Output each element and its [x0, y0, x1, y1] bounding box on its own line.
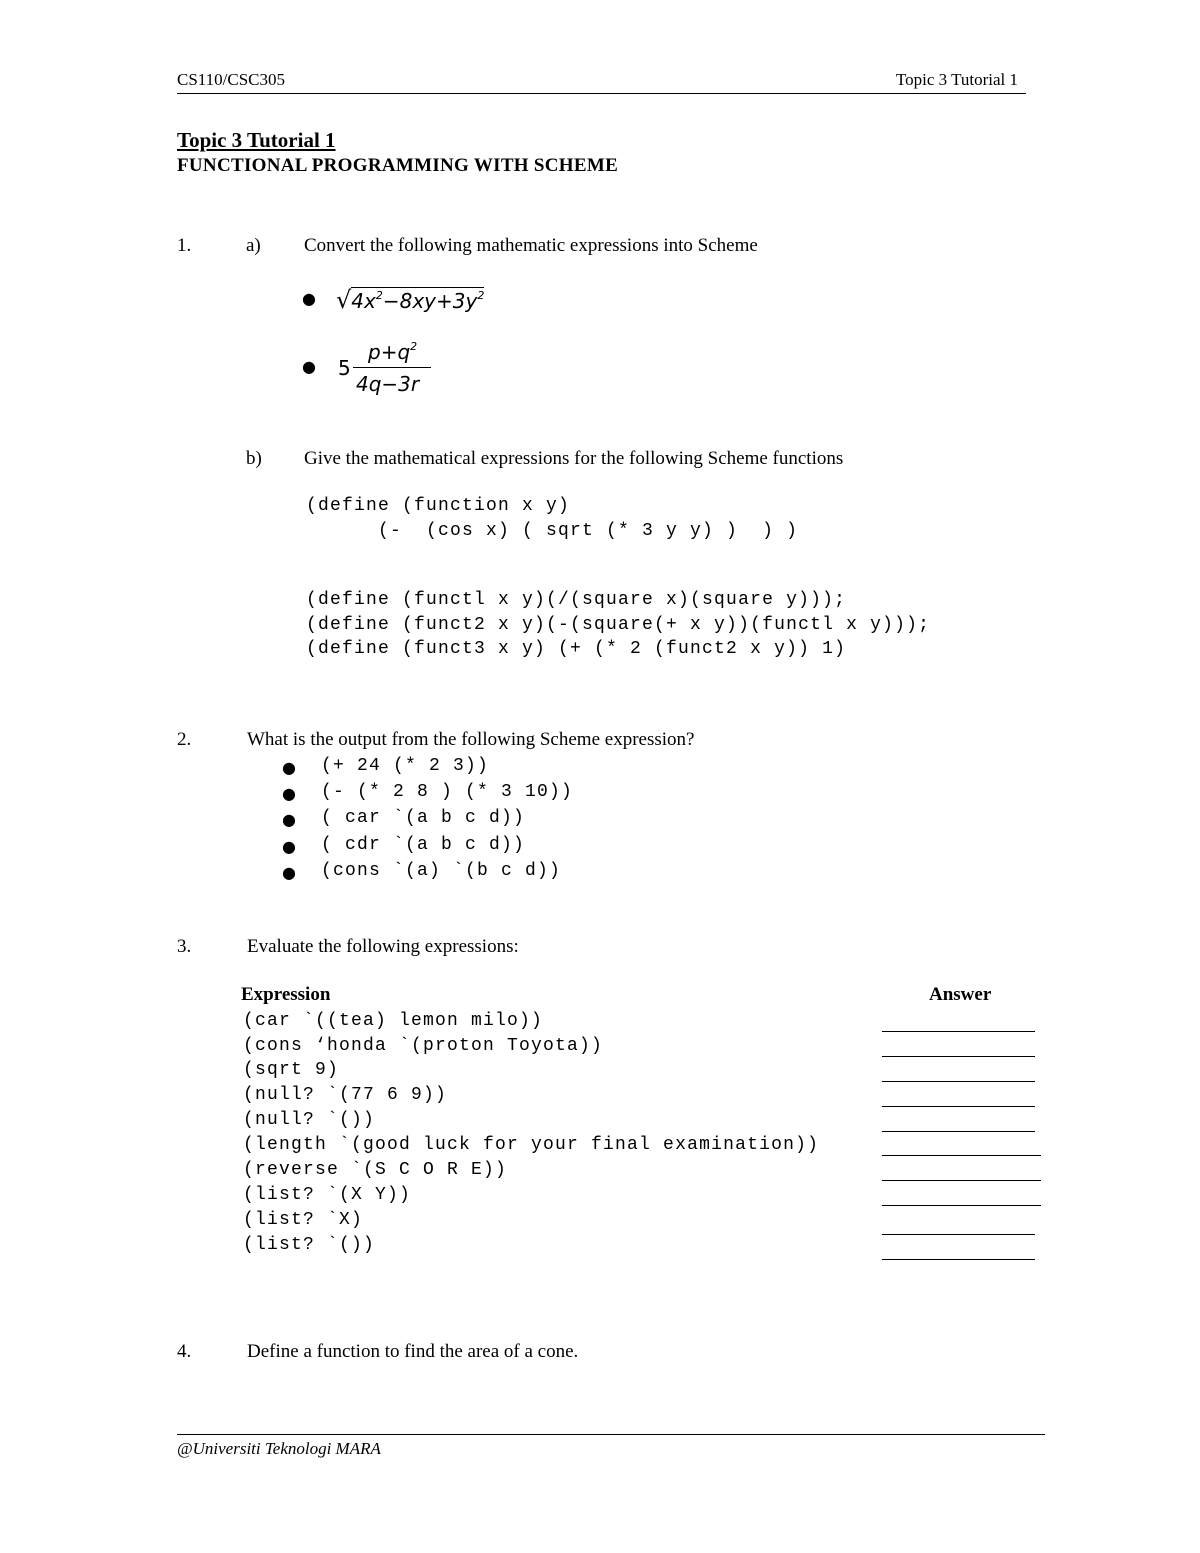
list-item: ( cdr `(a b c d))	[321, 835, 526, 855]
q4-number: 4.	[177, 1341, 192, 1362]
q2-prompt: What is the output from the following Scheme expression?	[247, 729, 695, 750]
table-row: (sqrt 9)	[243, 1060, 340, 1080]
code-line: (- (cos x) ( sqrt (* 3 y y) ) ) )	[306, 521, 799, 541]
code-line: (define (funct3 x y) (+ (* 2 (funct2 x y)) 1)	[306, 639, 847, 659]
bullet-icon: ●	[302, 289, 316, 308]
bullet-icon: ●	[302, 357, 316, 376]
math-expression-sqrt	[336, 286, 484, 314]
bullet-icon: ●	[282, 863, 296, 882]
q1b-label: b)	[246, 448, 262, 469]
bullet-icon: ●	[282, 784, 296, 803]
bullet-icon: ●	[282, 810, 296, 829]
code-line: (define (function x y)	[306, 496, 571, 516]
column-header-expression: Expression	[241, 984, 331, 1005]
code-line: (define (functl x y)(/(square x)(square y)));	[306, 590, 847, 610]
list-item: (- (* 2 8 ) (* 3 10))	[321, 782, 574, 802]
q2-number: 2.	[177, 729, 192, 750]
radicand: $4x^2-8xy+3y^2$	[351, 289, 485, 313]
answer-blank	[882, 1205, 1041, 1206]
answer-blank	[882, 1056, 1035, 1057]
table-row: (cons ‘honda `(proton Toyota))	[243, 1036, 604, 1056]
header-course-code: CS110/CSC305	[177, 70, 286, 89]
column-header-answer: Answer	[929, 984, 992, 1005]
table-row: (reverse `(S C O R E))	[243, 1160, 508, 1180]
table-row: (list? `X)	[243, 1210, 364, 1230]
table-row: (null? `(77 6 9))	[243, 1085, 448, 1105]
table-row: (null? `())	[243, 1110, 376, 1130]
answer-blank	[882, 1234, 1035, 1235]
answer-blank	[882, 1081, 1035, 1082]
answer-blank	[882, 1031, 1035, 1032]
code-line: (define (funct2 x y)(-(square(+ x y))(functl x y)));	[306, 615, 931, 635]
list-item: ( car `(a b c d))	[321, 808, 526, 828]
bullet-icon: ●	[282, 837, 296, 856]
radical-icon: √	[336, 286, 352, 314]
math-numerator: $p+q^2$	[368, 340, 418, 364]
q1a-label: a)	[246, 235, 261, 256]
page-subtitle: FUNCTIONAL PROGRAMMING WITH SCHEME	[177, 155, 619, 176]
q3-number: 3.	[177, 936, 192, 957]
q3-prompt: Evaluate the following expressions:	[247, 936, 519, 957]
q1-number: 1.	[177, 235, 192, 256]
page-title: Topic 3 Tutorial 1	[177, 128, 336, 152]
q4-prompt: Define a function to find the area of a cone.	[247, 1341, 579, 1362]
header-rule	[177, 93, 1026, 94]
answer-blank	[882, 1131, 1035, 1132]
answer-blank	[882, 1155, 1041, 1156]
header-topic: Topic 3 Tutorial 1	[895, 70, 1018, 89]
footer-rule	[177, 1434, 1045, 1435]
math-denominator: 4q−3r	[356, 372, 420, 396]
q1a-prompt: Convert the following mathematic expressions into Scheme	[304, 235, 758, 256]
table-row: (length `(good luck for your final examination))	[243, 1135, 820, 1155]
answer-blank	[882, 1259, 1035, 1260]
table-row: (car `((tea) lemon milo))	[243, 1011, 544, 1031]
footer-text: @Universiti Teknologi MARA	[177, 1439, 381, 1458]
table-row: (list? `())	[243, 1235, 376, 1255]
table-row: (list? `(X Y))	[243, 1185, 412, 1205]
answer-blank	[882, 1180, 1041, 1181]
list-item: (+ 24 (* 2 3))	[321, 756, 490, 776]
answer-blank	[882, 1106, 1035, 1107]
list-item: (cons `(a) `(b c d))	[321, 861, 562, 881]
fraction-bar	[353, 367, 431, 368]
bullet-icon: ●	[282, 758, 296, 777]
math-coefficient: 5	[338, 356, 351, 380]
q1b-prompt: Give the mathematical expressions for the following Scheme functions	[304, 448, 844, 469]
